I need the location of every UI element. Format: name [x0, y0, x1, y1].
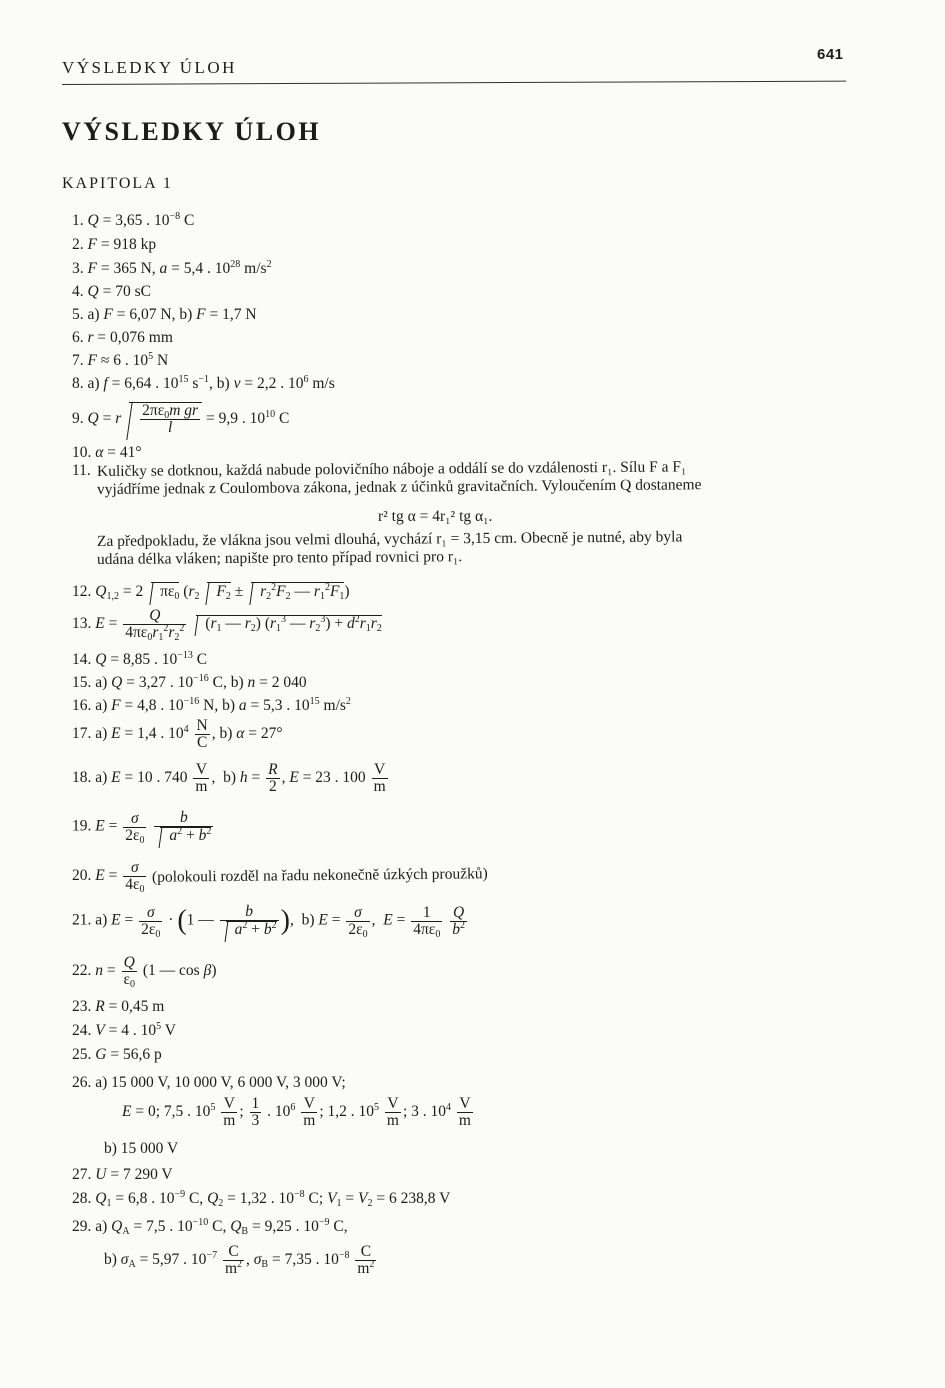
chapter-heading: KAPITOLA 1	[62, 175, 173, 192]
answer-8: 8. a) f = 6,64 . $10^{15}$ $s^{-1}$, b) v = 2,2 . $10^6$ m/s	[72, 374, 335, 392]
answer-11-number: 11.	[72, 462, 91, 479]
answer-10: 10. α = 41°	[72, 444, 142, 461]
answer-number: 22.	[72, 962, 92, 980]
answer-number: 29.	[72, 1218, 92, 1235]
answer-28: 28. $Q_1 = 6,8$ . $10^{-9}$ C, $Q_2 = 1,32$ . $10^{-8}$ C; $V_1 = V_2 = 6$ 238,8 V	[72, 1189, 451, 1209]
sqrt-expression: $\frac{2\pi\varepsilon_0m gr}{l}$	[129, 402, 202, 436]
answer-16: 16. a) F = 4,8 . $10^{-16}$ N, b) a = 5,3 . $10^{15}$ $m/s^2$	[72, 696, 351, 714]
answer-24: 24. V = 4 . $10^5$ V	[72, 1021, 176, 1039]
answer-number: 25.	[72, 1046, 92, 1063]
page-title: VÝSLEDKY ÚLOH	[62, 117, 322, 146]
answer-27: 27. U = 7 290 V	[72, 1166, 173, 1183]
answer-20-note: (polokouli rozděl na řadu nekonečně úzkých proužků)	[152, 865, 489, 886]
answer-number: 21.	[72, 911, 92, 929]
answer-18: 18. a) E = 10 . 740 $\frac{V}{m}$ , b) h = $\frac{R}{2}$ , E = 23 . 100 $\frac{V}{m}$	[72, 761, 386, 795]
answer-number: 5.	[72, 306, 84, 323]
answer-number: 24.	[72, 1022, 92, 1039]
answer-number: 9.	[72, 410, 84, 428]
answer-21: 21. a) E = $\frac{\sigma}{2\varepsilon_0}$ · (1 — $\frac{b}{a^2 + b^2}$ ), b) E = $\frac{\sigma}{2\varepsilon_0}$ , E = $\frac{1}{4\pi\varepsilon_0}$ $\frac{Q}{b^2}$	[72, 903, 465, 940]
answer-11-line-1: Kuličky se dotknou, každá nabude polovičního náboje a oddálí se do vzdálenosti r₁. Sílu F a F₁	[96, 458, 687, 480]
answer-4: 4. Q = 70 sC	[72, 283, 151, 300]
answer-number: 19.	[72, 817, 92, 835]
page-number: 641	[817, 46, 844, 63]
answer-20: 20. E = $\frac{\sigma}{4\varepsilon_0}$ (polokouli rozděl na řadu nekonečně úzkých proužků)	[72, 859, 489, 895]
answer-11-equation: r² tg α = 4r₁² tg α₁.	[378, 508, 493, 525]
answer-6: 6. r = 0,076 mm	[72, 329, 173, 346]
answer-1: 1. Q = 3,65 . $10^{-8}$ C	[72, 211, 195, 229]
answer-number: 4.	[72, 283, 84, 300]
answer-number: 23.	[72, 998, 92, 1015]
answer-number: 27.	[72, 1166, 92, 1183]
answer-3: 3. F = 365 N, a = 5,4 . $10^{28}$ $m/s^2$	[72, 259, 272, 277]
answer-11-line-2: vyjádříme jednak z Coulombova zákona, jednak z účinků gravitačních. Vyloučením Q dostaneme	[96, 476, 702, 498]
answer-number: 6.	[72, 329, 84, 346]
answer-22: 22. n = $\frac{Q}{\varepsilon_0}$ (1 — cos β)	[72, 954, 217, 990]
answer-17: 17. a) E = 1,4 . $10^4$ $\frac{N}{C}$ , b) α = 27°	[72, 717, 283, 751]
answer-number: 7.	[72, 352, 84, 369]
answer-number: 14.	[72, 651, 92, 668]
answer-number: 15.	[72, 674, 92, 691]
answer-29a: 29. a) $Q_A = 7,5$ . $10^{-10}$ C, $Q_B = 9,25$ . $10^{-9}$ C,	[72, 1217, 348, 1237]
answer-number: 16.	[72, 697, 92, 714]
answer-9: 9. Q = r $\frac{2\pi\varepsilon_0m gr}{l}$ = 9,9 . $10^{10}$ C	[72, 402, 290, 436]
answer-15: 15. a) Q = 3,27 . $10^{-16}$ C, b) n = 2 040	[72, 673, 307, 691]
running-header: VÝSLEDKY ÚLOH	[62, 58, 237, 77]
answer-number: 13.	[72, 615, 92, 633]
answer-5: 5. a) F = 6,07 N, b) F = 1,7 N	[72, 306, 257, 323]
answer-number: 3.	[72, 260, 84, 277]
answer-13: 13. E = $\frac{Q}{4\pi\varepsilon_0r_1^2r_2^2}$ ($r_1$ — $r_2$) ($r_1^3$ — $r_2^3) + d^2r_1r_2$	[72, 607, 382, 643]
answer-number: 12.	[72, 583, 92, 600]
answer-23: 23. R = 0,45 m	[72, 998, 165, 1015]
answer-11-line-5: udána délka vláken; napište pro tento případ rovnici pro r₁.	[96, 548, 463, 568]
answer-number: 8.	[72, 375, 84, 392]
answer-number: 1.	[72, 212, 84, 229]
answer-number: 2.	[72, 236, 84, 253]
answer-26b: b) 15 000 V	[104, 1140, 179, 1157]
answer-number: 10.	[72, 444, 92, 461]
answer-25: 25. G = 56,6 p	[72, 1046, 162, 1063]
answer-number: 18.	[72, 769, 92, 787]
answer-number: 26.	[72, 1074, 92, 1091]
answer-number: 17.	[72, 725, 92, 743]
answer-7: 7. F ≈ 6 . $10^5$ N	[72, 351, 169, 369]
answer-12: 12. $Q_{1,2} = 2$ $\pi\varepsilon_0$ ($r_2$ $F_2 \pm r_2^2F_2$ — $r_1^2F_1$)	[72, 582, 350, 602]
answer-26-field: E = 0; 7,5 . $10^5$ $\frac{V}{m}$ ; $\frac{1}{3}$ . $10^6$ $\frac{V}{m}$ ; 1,2 . $10^5$ $\frac{V}{m}$ ; 3 . $10^4$ $\frac{V}{m}$	[122, 1095, 471, 1129]
header-rule	[62, 81, 846, 85]
answer-11-line-4: Za předpokladu, že vlákna jsou velmi dlouhá, vychází r₁ = 3,15 cm. Obecně je nutné, aby byla	[96, 528, 683, 550]
answer-19: 19. E = $\frac{\sigma}{2\varepsilon_0}$ $\frac{b}{a^2 + b^2}$	[72, 809, 212, 846]
answer-number: 20.	[72, 867, 92, 885]
answer-number: 28.	[72, 1190, 92, 1207]
answer-14: 14. Q = 8,85 . $10^{-13}$ C	[72, 650, 208, 668]
answer-26a: 26. a) 15 000 V, 10 000 V, 6 000 V, 3 000 V;	[72, 1074, 346, 1091]
answer-29b: b) $\sigma_A = 5,97$ . $10^{-7}$ $\frac{C}{m^2}$ , $\sigma_B = 7,35$ . $10^{-8}$ $\frac{C}{m^2}$	[104, 1243, 375, 1277]
answer-2: 2. F = 918 kp	[72, 236, 157, 253]
